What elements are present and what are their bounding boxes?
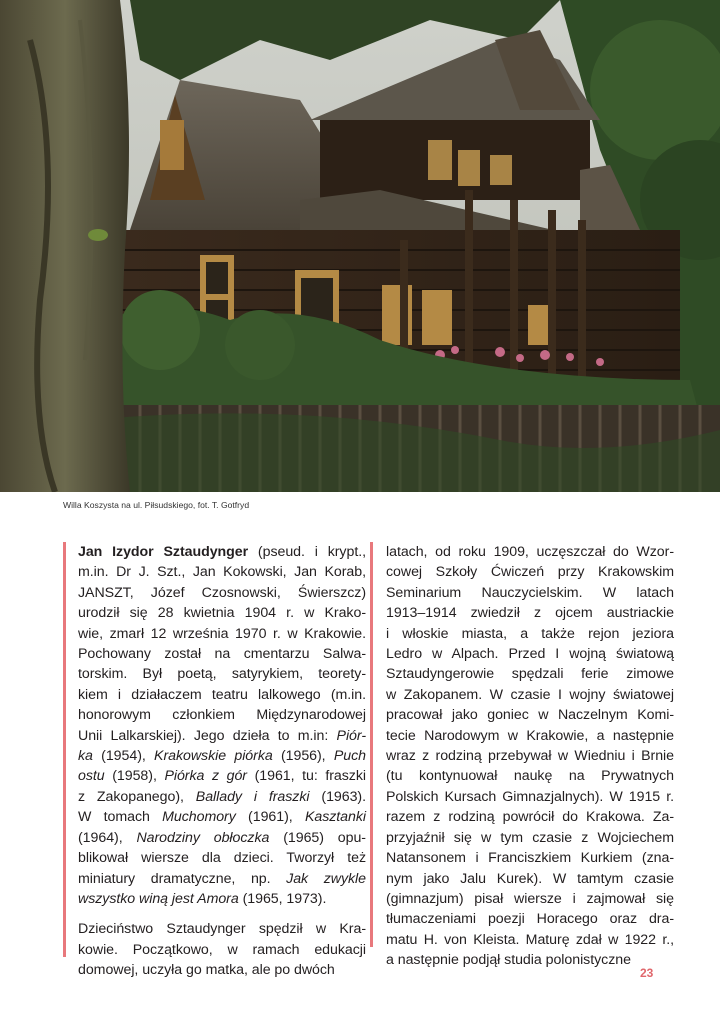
text-run: miniatury dramatyczne, np. (78, 870, 287, 887)
text-line (78, 787, 366, 807)
text-run: tecie Narodowym w Krakowie, a następnie (386, 727, 674, 744)
italic-run: ostu (78, 768, 105, 785)
text-line (386, 787, 674, 807)
text-run: urodził się 28 kwietnia 1904 r. w Krako- (78, 605, 366, 622)
text-line (78, 624, 366, 644)
paragraph (78, 542, 366, 909)
text-run: (1956), (272, 748, 334, 765)
text-line (386, 664, 674, 684)
text-run: 1913–1914 zwiedził z ojcem austriackie (386, 605, 674, 622)
text-line (78, 603, 366, 623)
text-line (78, 766, 366, 786)
italic-run: Narodziny obłoczka (136, 829, 270, 846)
text-run: Sztaudyngerowie spędzali ferie zimowe (386, 666, 674, 683)
italic-run: ka (78, 748, 93, 765)
text-run: (1961), (235, 809, 305, 826)
text-run: i włoskie miasta, a także rejon jeziora (386, 625, 674, 642)
text-run: honorowym członkiem Międzynarodowej (78, 707, 366, 724)
text-line (386, 828, 674, 848)
italic-run: Ballady i fraszki (195, 788, 310, 805)
text-line (78, 562, 366, 582)
wooden-villa-illustration (0, 0, 720, 492)
text-run: Polskich Kursach Gimnazjalnych). W 1915 r. (386, 788, 674, 805)
paragraph (386, 542, 674, 971)
text-line (386, 930, 674, 950)
italic-run: Kasztanki (304, 809, 366, 826)
text-line (78, 644, 366, 664)
text-line (78, 807, 366, 827)
text-run: W tomach (78, 809, 163, 826)
text-line (78, 889, 366, 909)
text-run: latach, od roku 1909, uczęszczał do Wzor- (386, 544, 674, 560)
text-run: (1963). (309, 788, 366, 805)
text-line (386, 583, 674, 603)
italic-run: Jak zwykle (286, 870, 366, 887)
text-line (386, 950, 674, 970)
text-run: pracował jako goniec w Naczelnym Komi- (386, 707, 674, 724)
bold-run: Jan Izydor Sztaudynger (78, 544, 249, 560)
text-line (78, 664, 366, 684)
text-run: kiem i działaczem teatru lalkowego (m.in. (78, 686, 366, 703)
text-run: (gimnazjum) pisał wiersze i zajmował się (386, 890, 674, 907)
text-line (78, 542, 366, 562)
italic-run: Piór- (336, 727, 366, 744)
text-run: JANSZT, Józef Czosnowski, Świerszcz) (78, 584, 366, 601)
text-line (386, 562, 674, 582)
text-run: z Zakopanego), (78, 788, 196, 805)
text-line (386, 766, 674, 786)
italic-run: Krakowskie piórka (154, 748, 273, 765)
text-run: torskim. Był poetą, satyrykiem, teorety- (78, 666, 366, 683)
text-run: (1958), (104, 768, 165, 785)
italic-run: wszystko winą jest Amora (78, 890, 239, 907)
text-run: przyjaźnił się w tym czasie z Wojciechem (386, 829, 674, 846)
text-line (78, 960, 366, 980)
text-line (386, 624, 674, 644)
text-line (78, 828, 366, 848)
text-run: tłumaczeniami poezji Horacego oraz dra- (386, 911, 674, 928)
text-run: Seminarium Nauczycielskim. W latach (386, 584, 674, 601)
text-run: cowej Szkoły Ćwiczeń przy Krakowskim (386, 564, 674, 581)
text-run: (1961, tu: fraszki (246, 768, 366, 785)
left-text-column (78, 542, 366, 981)
text-run: kowie. Początkowo, w ramach edukacji (78, 941, 366, 958)
text-run: nym jako Jalu Kurek). W tamtym czasie (386, 870, 674, 887)
text-line (386, 807, 674, 827)
text-line (386, 746, 674, 766)
text-line (78, 746, 366, 766)
text-line (78, 685, 366, 705)
text-run: razem z rodziną powrócił do Krakowa. Za- (386, 809, 674, 826)
text-run: (1954), (92, 748, 155, 765)
photo-caption: Willa Koszysta na ul. Piłsudskiego, fot. T. Gotfryd (63, 500, 250, 510)
text-run: domowej, uczyła go matka, ale po dwóch (78, 962, 335, 979)
text-line (78, 869, 366, 889)
text-line (78, 919, 366, 939)
text-run: blikował wiersze dla dzieci. Tworzył też (78, 850, 366, 867)
right-text-column (386, 542, 674, 971)
right-column-accent-bar (370, 542, 373, 947)
text-line (386, 644, 674, 664)
text-run: a następnie podjął studia polonistyczne (386, 952, 631, 969)
text-line (386, 542, 674, 562)
text-run: m.in. Dr J. Szt., Jan Kokowski, Jan Korab, (78, 564, 366, 581)
text-line (78, 848, 366, 868)
text-run: Dzieciństwo Sztaudynger spędził w Kra- (78, 921, 366, 938)
text-run: (1965, 1973). (238, 890, 327, 907)
text-line (386, 909, 674, 929)
text-line (386, 726, 674, 746)
text-run: (1964), (78, 829, 137, 846)
text-line (78, 726, 366, 746)
text-line (386, 869, 674, 889)
page-number: 23 (640, 966, 654, 980)
left-column-accent-bar (63, 542, 66, 957)
text-line (386, 603, 674, 623)
text-line (386, 685, 674, 705)
text-run: (1965) opu- (269, 829, 366, 846)
text-run: (tu kontynuował naukę na Prywatnych (386, 768, 674, 785)
paragraph (78, 919, 366, 980)
text-run: matu H. von Kleista. Maturę zdał w 1922 r., (386, 931, 674, 948)
text-run: Unii Lalkarskiej). Jego dzieła to m.in: (78, 727, 337, 744)
text-run: Ledro w Alpach. Przed I wojną światową (386, 646, 674, 663)
text-run: wie, zmarł 12 września 1970 r. w Krakowie. (78, 625, 366, 642)
text-line (386, 705, 674, 725)
italic-run: Piórka z gór (164, 768, 247, 785)
villa-koszysta-photo (0, 0, 720, 492)
text-line (386, 889, 674, 909)
text-run: wraz z rodziną przebywał w Wiedniu i Brnie (386, 748, 674, 765)
text-run: w Zakopanem. W czasie I wojny światowej (386, 686, 674, 703)
text-line (386, 848, 674, 868)
text-run: Pochowany został na cmentarzu Salwa- (78, 646, 366, 663)
text-run: (pseud. i krypt., (248, 544, 366, 560)
italic-run: Puch (333, 748, 366, 765)
italic-run: Muchomory (162, 809, 236, 826)
text-run: Natansonem i Franciszkiem Kurkiem (zna- (386, 850, 674, 867)
text-line (78, 583, 366, 603)
text-line (78, 705, 366, 725)
text-line (78, 940, 366, 960)
